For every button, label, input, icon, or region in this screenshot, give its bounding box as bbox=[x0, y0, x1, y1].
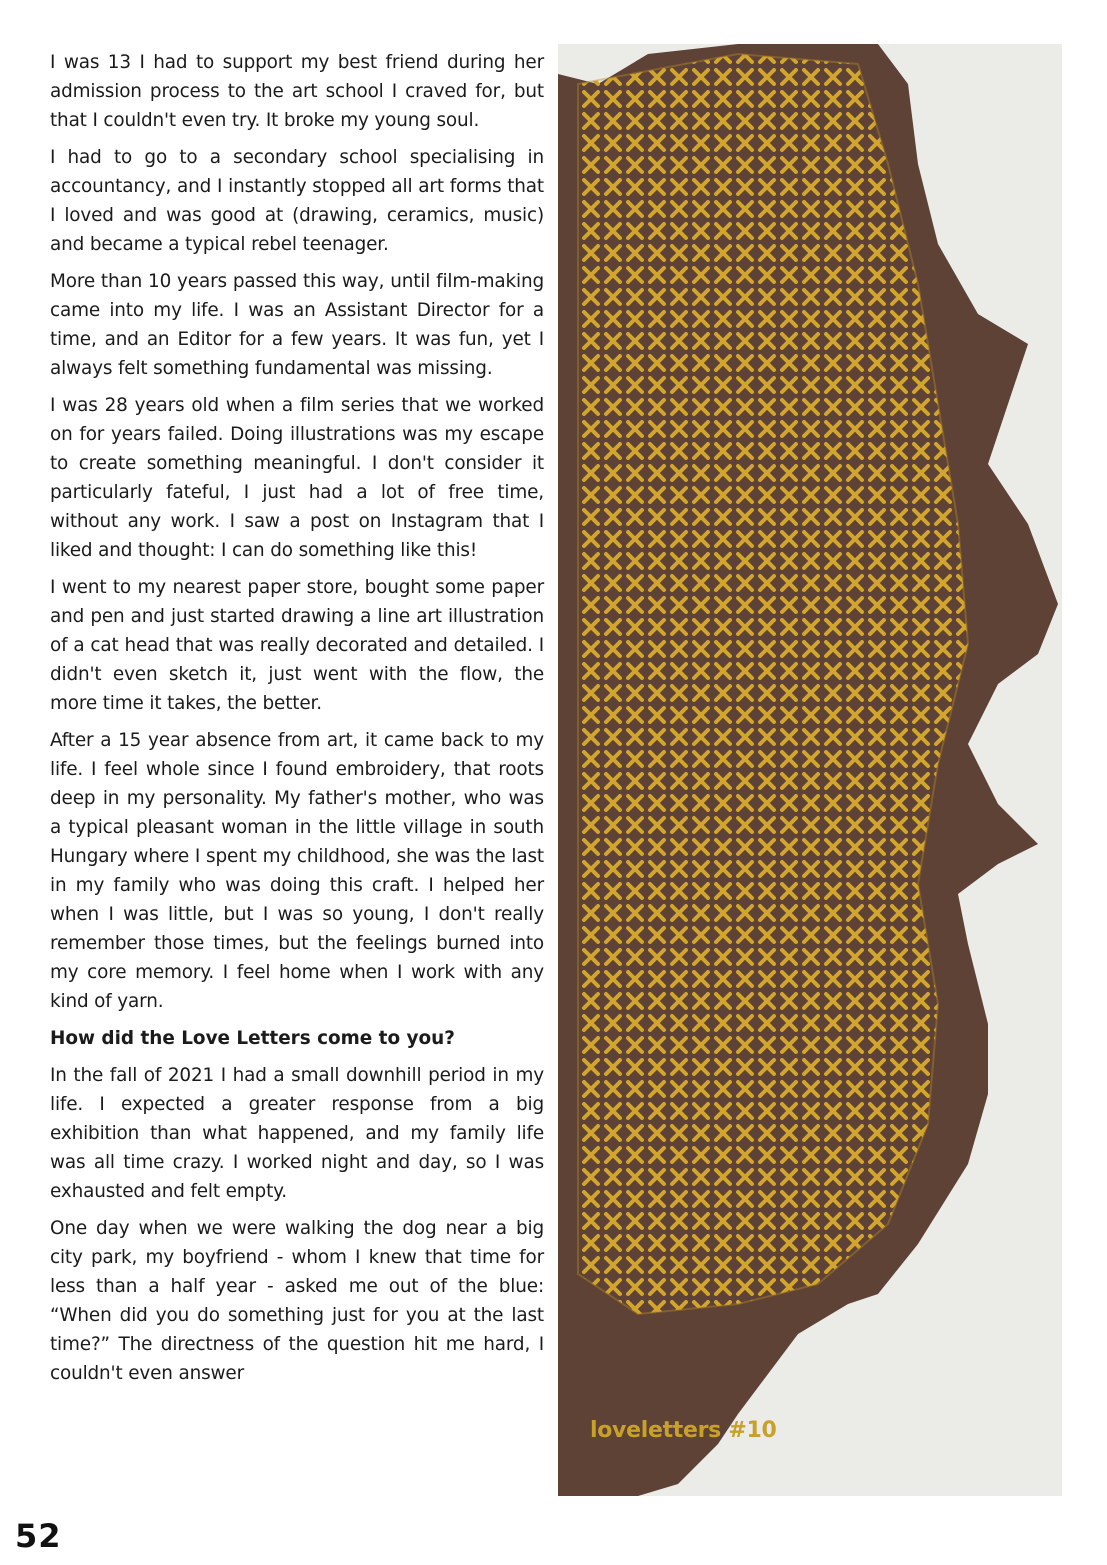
leaf-illustration bbox=[558, 44, 1062, 1496]
paragraph: After a 15 year absence from art, it came back to my life. I feel whole since I found embroidery, that roots deep in my personality. My father's mother, who was a typical pleasant woman in the little village in south Hungary where I spent my childhood, she was the last in my family who was doing this craft. I helped her when I was little, but I was so young, I don't really remember those times, but the feelings burned into my core memory. I feel home when I work with any kind of yarn. bbox=[50, 730, 544, 1012]
embroidered-leaf-photo bbox=[558, 44, 1062, 1496]
article-column bbox=[50, 48, 544, 1396]
paragraph: One day when we were walking the dog near a big city park, my boyfriend - whom I knew that time for less than a half year - asked me out of the blue: “When did you do something just for you at the last time?” The directness of the question hit me hard, I couldn't even answer bbox=[50, 1218, 544, 1384]
photo-caption: loveletters #10 bbox=[590, 1418, 777, 1443]
paragraph: I was 28 years old when a film series that we worked on for years failed. Doing illustrations was my escape to create something meaningful. I don't consider it particularly fateful, I just had a lot of free time, without any work. I saw a post on Instagram that I liked and thought: I can do something like this! bbox=[50, 395, 544, 561]
paragraph: I had to go to a secondary school specialising in accountancy, and I instantly stopped all art forms that I loved and was good at (drawing, ceramics, music) and became a typical rebel teenager. bbox=[50, 147, 544, 255]
paragraph: I went to my nearest paper store, bought some paper and pen and just started drawing a line art illustration of a cat head that was really decorated and detailed. I didn't even sketch it, just went with the flow, the more time it takes, the better. bbox=[50, 577, 544, 714]
page-number: 52 bbox=[15, 1517, 62, 1555]
interview-question: How did the Love Letters come to you? bbox=[50, 1028, 455, 1049]
paragraph: More than 10 years passed this way, until film-making came into my life. I was an Assistant Director for a time, and an Editor for a few years. It was fun, yet I always felt something fundamental was missing. bbox=[50, 271, 544, 379]
paragraph: In the fall of 2021 I had a small downhill period in my life. I expected a greater response from a big exhibition than what happened, and my family life was all time crazy. I worked night and day, so I was exhausted and felt empty. bbox=[50, 1065, 544, 1202]
paragraph: I was 13 I had to support my best friend during her admission process to the art school I craved for, but that I couldn't even try. It broke my young soul. bbox=[50, 52, 544, 131]
